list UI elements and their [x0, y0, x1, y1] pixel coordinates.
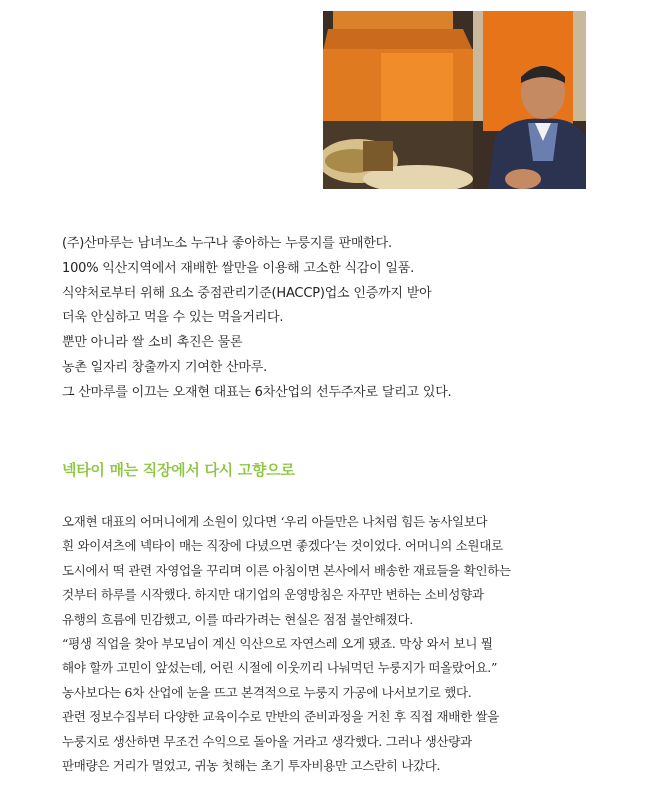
body-line: 오재현 대표의 어머니에게 소원이 있다면 ‘우리 아들만은 나처럼 힘든 농사일보다: [62, 514, 488, 529]
article-photo: [323, 11, 586, 189]
intro-line: 그 산마루를 이끄는 오재현 대표는 6차산업의 선두주자로 달리고 있다.: [62, 384, 452, 400]
body-line: “평생 직업을 찾아 부모님이 계신 익산으로 자연스레 오게 됐죠. 막상 와서 보니 뭘: [62, 636, 493, 652]
body-paragraph: [62, 510, 584, 778]
intro-line: (주)산마루는 남녀노소 누구나 좋아하는 누룽지를 판매한다.: [62, 236, 392, 251]
body-line: 유행의 흐름에 민감했고, 이를 따라가려는 현실은 점점 불안해졌다.: [62, 611, 413, 627]
intro-line: 농촌 일자리 창출까지 기여한 산마루.: [62, 359, 268, 375]
intro-line: 식약처로부터 위해 요소 중점관리기준(HACCP)업소 인증까지 받아: [62, 285, 432, 301]
intro-line: 더욱 안심하고 먹을 수 있는 먹을거리다.: [62, 310, 284, 326]
body-line: 관련 정보수집부터 다양한 교육이수로 만반의 준비과정을 거친 후 직접 재배한 쌀을: [62, 709, 500, 725]
intro-line: 100% 익산지역에서 재배한 쌀만을 이용해 고소한 식감이 일품.: [62, 260, 415, 276]
section-heading: 넥타이 매는 직장에서 다시 고향으로: [62, 461, 295, 479]
body-line: 누룽지로 생산하면 무조건 수익으로 돌아올 거라고 생각했다. 그러나 생산량과: [62, 733, 472, 749]
intro-line: 뿐만 아니라 쌀 소비 촉진은 물론: [62, 335, 243, 351]
body-line: 흰 와이셔츠에 넥타이 매는 직장에 다녔으면 좋겠다’는 것이었다. 어머니의 소원대로: [62, 538, 503, 554]
body-line: 것부터 하루를 시작했다. 하지만 대기업의 운영방침은 자꾸만 변하는 소비성향과: [62, 587, 484, 603]
body-line: 농사보다는 6차 산업에 눈을 뜨고 본격적으로 누룽지 가공에 나서보기로 했다.: [62, 684, 472, 700]
photo-illustration: [323, 11, 586, 189]
body-line: 도시에서 떡 관련 자영업을 꾸리며 이른 아침이면 본사에서 배송한 재료들을 확인하는: [62, 562, 511, 578]
body-line: 판매량은 거리가 멀었고, 귀농 첫해는 초기 투자비용만 고스란히 나갔다.: [62, 758, 441, 774]
intro-paragraph: [62, 232, 582, 406]
body-line: 해야 할까 고민이 앞섰는데, 어린 시절에 이웃끼리 나눠먹던 누룽지가 떠올랐어요.”: [62, 660, 498, 676]
